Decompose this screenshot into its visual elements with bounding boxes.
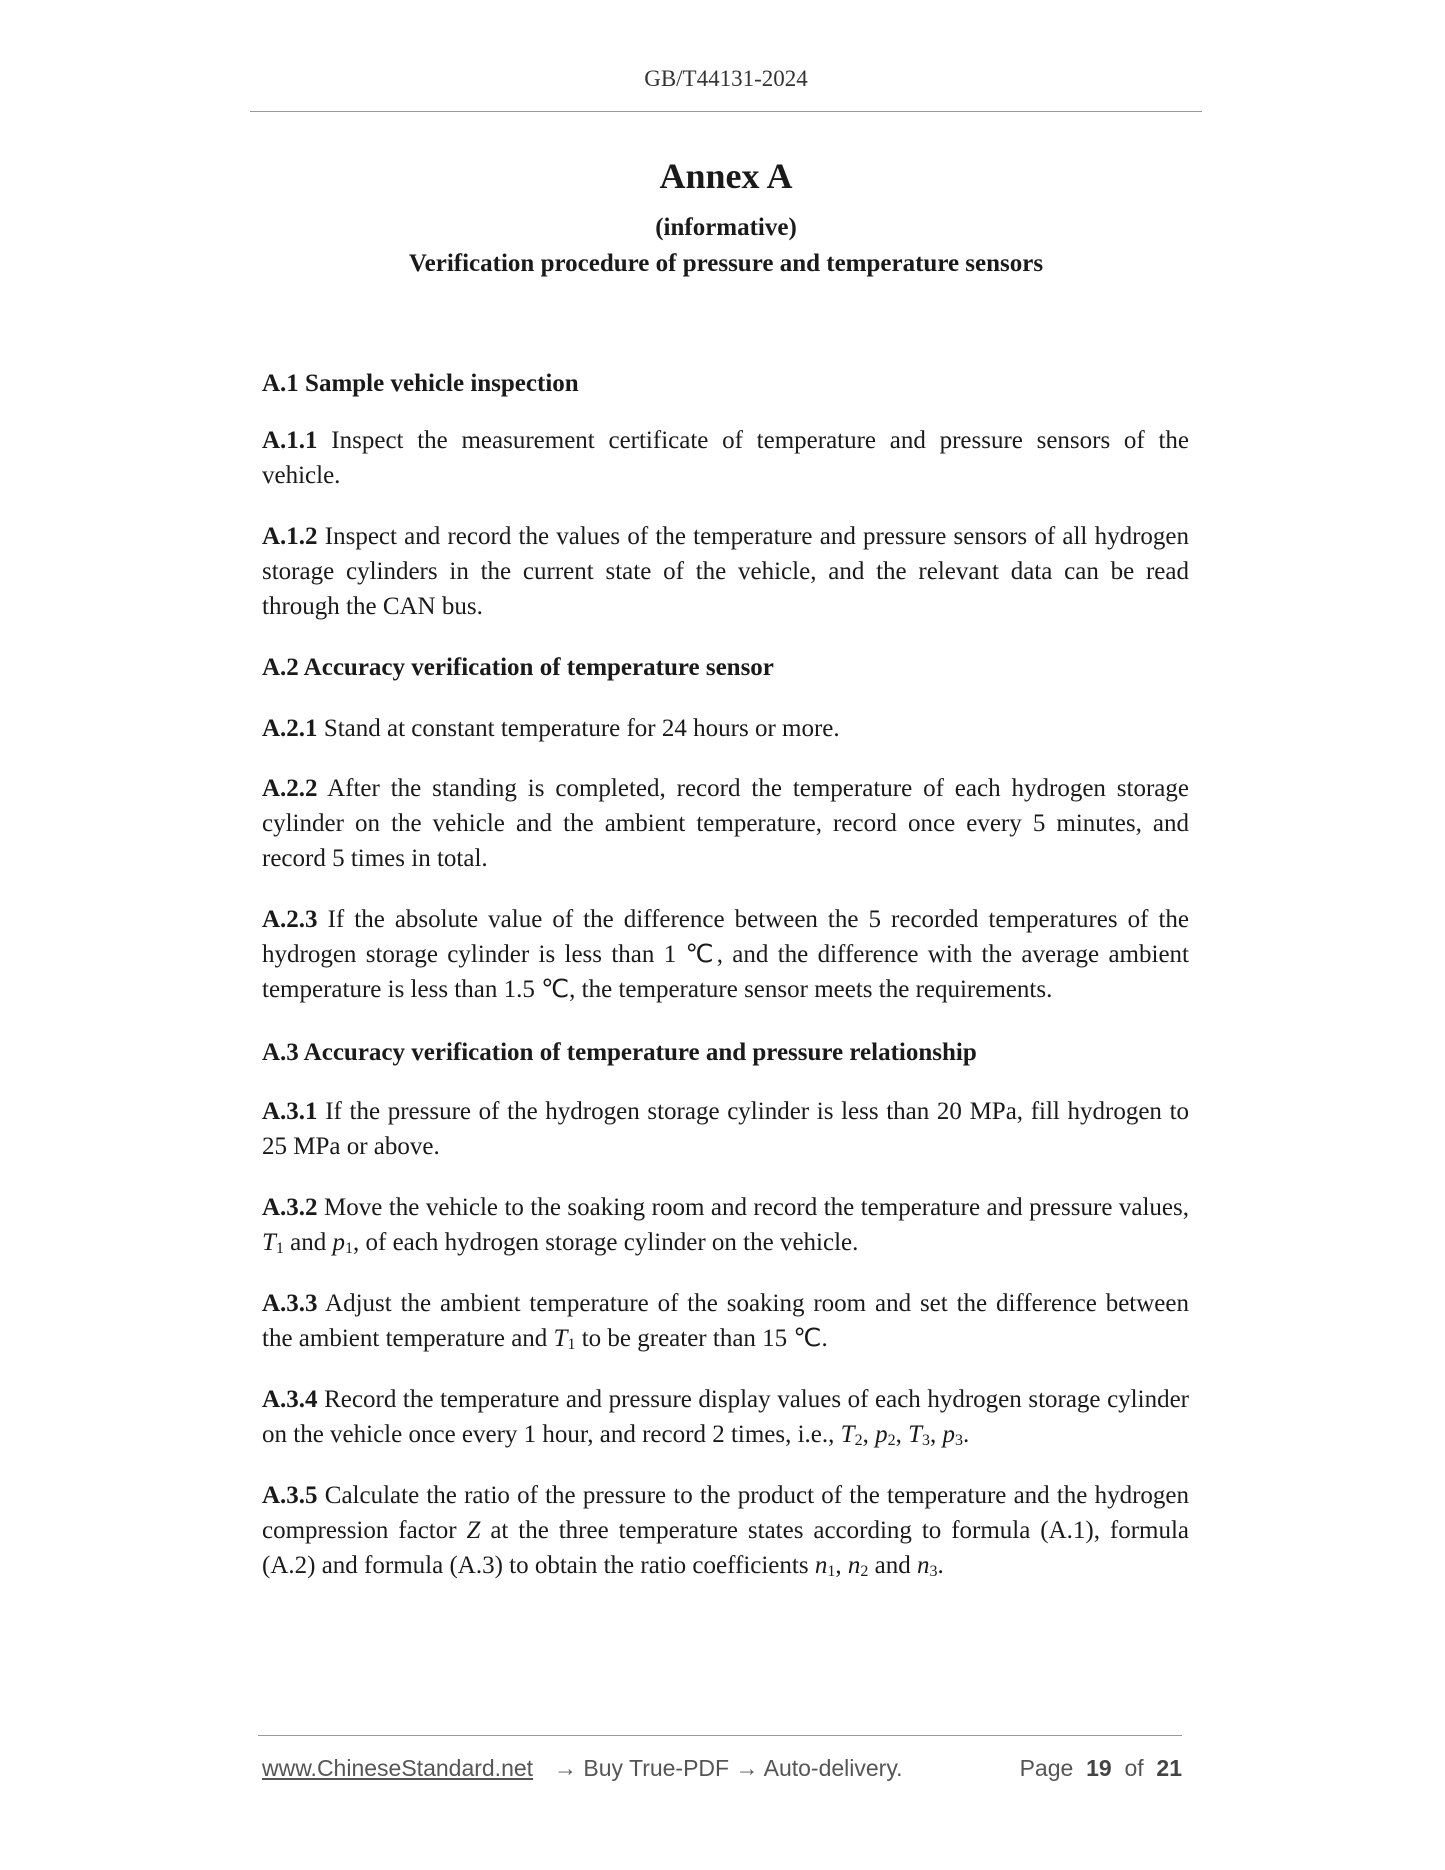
symbol-pressure: p — [942, 1421, 955, 1448]
clause-text: , of each hydrogen storage cylinder on the vehicle. — [353, 1229, 859, 1256]
clause-text: . — [937, 1552, 944, 1579]
header-rule — [250, 111, 1202, 112]
page-total: 21 — [1156, 1755, 1182, 1781]
separator: , — [929, 1421, 943, 1448]
clause-a-3-3 — [262, 1286, 1189, 1356]
separator: , — [862, 1421, 876, 1448]
subscript: 3 — [954, 1432, 963, 1449]
subscript: 3 — [921, 1432, 930, 1449]
page-indicator — [1020, 1755, 1182, 1782]
subscript: 2 — [887, 1432, 896, 1449]
page-footer — [262, 1755, 1182, 1789]
annex-title: Annex A — [659, 156, 793, 196]
clause-text: Inspect the measurement certificate of temperature and pressure sensors of the vehicle. — [262, 427, 1190, 489]
symbol-pressure: p — [332, 1229, 346, 1256]
clause-text: If the absolute value of the difference between the 5 recorded temperatures of the hydrogen storage cylinder is less than 1 ℃, and the difference with the average ambient temperature is less than 1.5 ℃, the temperature sensor meets the requirements. — [262, 906, 1190, 1003]
clause-text: After the standing is completed, record the temperature of each hydrogen storage cylinder on the vehicle and the ambient temperature, record once every 5 minutes, and record 5 times in total. — [262, 775, 1190, 872]
clause-text: Adjust the ambient temperature of the soaking room and set the difference between the ambient temperature and — [262, 1290, 1189, 1352]
separator: , — [835, 1552, 848, 1579]
clause-a-3-5 — [262, 1478, 1189, 1583]
clause-number: A.3.1 — [262, 1098, 318, 1125]
clause-a-1-2 — [262, 519, 1189, 624]
clause-text: Move the vehicle to the soaking room and record the temperature and pressure values, — [324, 1194, 1189, 1221]
subscript: 1 — [827, 1563, 836, 1580]
clause-text: and — [868, 1552, 917, 1579]
subscript: 1 — [345, 1240, 354, 1257]
clause-number: A.1.1 — [262, 427, 318, 454]
clause-a-3-4 — [262, 1382, 1189, 1452]
clause-number: A.3.4 — [262, 1386, 318, 1413]
running-header: GB/T44131-2024 — [644, 66, 808, 91]
page-current: 19 — [1086, 1755, 1112, 1781]
clause-text: If the pressure of the hydrogen storage cylinder is less than 20 MPa, fill hydrogen to 25 MPa or above. — [262, 1098, 1190, 1160]
page-of: of — [1124, 1755, 1144, 1781]
clause-a-1-1 — [262, 423, 1189, 493]
separator: , — [895, 1421, 909, 1448]
clause-text: Calculate the ratio of the pressure to the product of the temperature and the hydrogen compression factor — [262, 1482, 1190, 1544]
clause-number: A.3.3 — [262, 1290, 318, 1317]
clause-number: A.3.5 — [262, 1482, 318, 1509]
subscript: 3 — [929, 1563, 938, 1580]
website-link[interactable]: www.ChineseStandard.net — [262, 1755, 534, 1781]
clause-text: at the three temperature states according to formula (A.1), formula (A.2) and formula (A.3) to obtain the ratio coefficients — [262, 1517, 1190, 1579]
footer-rule — [258, 1735, 1182, 1736]
symbol-pressure: p — [875, 1421, 888, 1448]
section-heading-a1: A.1 Sample vehicle inspection — [262, 370, 579, 397]
subscript: 1 — [275, 1240, 284, 1257]
clause-a-2-3 — [262, 902, 1189, 1007]
annex-type: (informative) — [655, 214, 797, 241]
clause-text: . — [962, 1421, 970, 1448]
subscript: 2 — [860, 1563, 869, 1580]
clause-text: to be greater than 15 ℃. — [575, 1325, 828, 1352]
page-word: Page — [1019, 1755, 1074, 1781]
symbol-ratio-coefficient: n — [814, 1552, 828, 1579]
symbol-temperature: T — [262, 1229, 276, 1256]
clause-text: and — [283, 1229, 333, 1256]
footer-promo-text: → Buy True-PDF → Auto-delivery. — [554, 1755, 903, 1781]
clause-text: Stand at constant temperature for 24 hours or more. — [323, 715, 840, 742]
clause-number: A.3.2 — [262, 1194, 318, 1221]
section-heading-a3: A.3 Accuracy verification of temperature and pressure relationship — [262, 1039, 977, 1066]
symbol-temperature: T — [840, 1421, 855, 1448]
clause-a-3-2 — [262, 1190, 1189, 1260]
symbol-temperature: T — [553, 1325, 568, 1352]
symbol-ratio-coefficient: n — [847, 1552, 861, 1579]
section-heading-a2: A.2 Accuracy verification of temperature sensor — [262, 654, 774, 681]
clause-number: A.1.2 — [262, 523, 318, 550]
symbol-compression-factor: Z — [466, 1517, 481, 1544]
clause-number: A.2.2 — [262, 775, 318, 802]
clause-a-3-1 — [262, 1094, 1189, 1164]
subscript: 1 — [567, 1336, 576, 1353]
subscript: 2 — [854, 1432, 863, 1449]
clause-text: Inspect and record the values of the temperature and pressure sensors of all hydrogen storage cylinders in the current state of the vehicle, and the relevant data can be read through the CAN bus. — [262, 523, 1189, 620]
clause-number: A.2.1 — [262, 715, 318, 742]
clause-a-2-2 — [262, 771, 1189, 876]
clause-a-2-1 — [262, 711, 1189, 746]
symbol-ratio-coefficient: n — [916, 1552, 930, 1579]
clause-text: Record the temperature and pressure display values of each hydrogen storage cylinder on the vehicle once every 1 hour, and record 2 times, i.e., — [262, 1386, 1189, 1448]
clause-number: A.2.3 — [262, 906, 318, 933]
symbol-temperature: T — [908, 1421, 922, 1448]
annex-subtitle: Verification procedure of pressure and temperature sensors — [408, 250, 1044, 277]
